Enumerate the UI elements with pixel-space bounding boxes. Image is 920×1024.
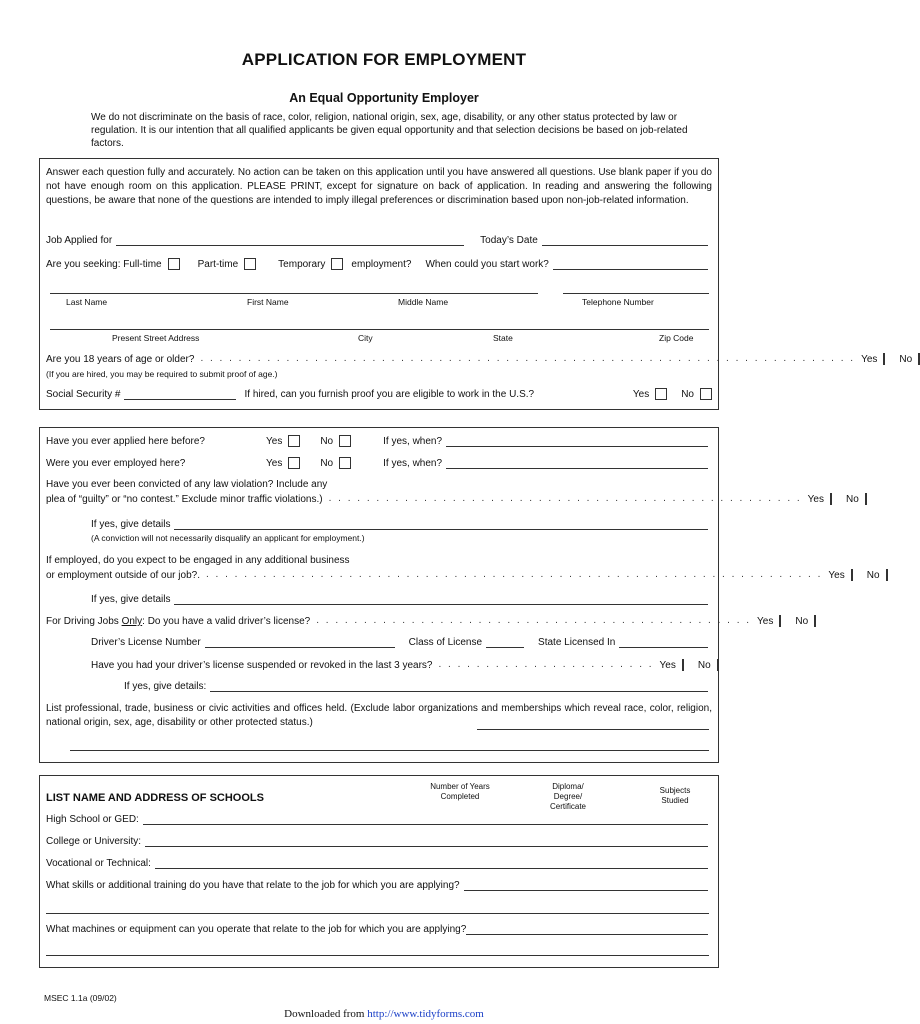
no-label: No (795, 616, 809, 627)
license-number-label: Driver’s License Number (91, 637, 201, 648)
high-school-label: High School or GED: (46, 814, 139, 825)
employed-when-field[interactable] (446, 458, 708, 469)
no-label: No (681, 389, 694, 400)
additional-details-row (91, 594, 712, 605)
leader-dots: . . . . . . . . . . . . . . . . . . . . . . . . . . . . . . . . . . . . . . . . . . . . . . . . . . . . . . . . . . . . . . . . . . . . . (200, 353, 856, 364)
temporary-checkbox[interactable] (331, 258, 343, 270)
high-school-row (46, 814, 712, 825)
give-details-label: If yes, give details (91, 594, 171, 605)
zip-caption: Zip Code (659, 333, 694, 343)
machines-field-1[interactable] (466, 924, 708, 935)
skills-row (46, 880, 712, 891)
professional-field-2[interactable] (70, 750, 709, 751)
applied-when-field[interactable] (446, 436, 708, 447)
years-column-header: Number of Years Completed (430, 782, 490, 801)
telephone-caption: Telephone Number (582, 297, 654, 307)
eligible-no-checkbox[interactable] (700, 388, 712, 400)
convicted-question-2: plea of “guilty” or “no contest.” Exclude minor traffic violations.) (46, 494, 323, 505)
applied-yes-checkbox[interactable] (288, 435, 300, 447)
skills-question: What skills or additional training do you have that relate to the job for which you are applying? (46, 880, 460, 891)
machines-question: What machines or equipment can you operate that relate to the job for which you are applying? (46, 924, 467, 935)
suspended-row (91, 659, 712, 671)
yes-label: Yes (828, 570, 845, 581)
employment-label: employment? (351, 259, 412, 270)
seeking-row (46, 258, 712, 270)
additional-question-2: or employment outside of our job?. (46, 570, 200, 581)
applied-before-question: Have you ever applied here before? (46, 436, 205, 447)
schools-heading: LIST NAME AND ADDRESS OF SCHOOLS (46, 792, 264, 804)
part-time-checkbox[interactable] (244, 258, 256, 270)
machines-field-2[interactable] (46, 955, 709, 956)
leader-dots: . . . . . . . . . . . . . . . . . . . . . . . . . . . . . . . . . . . . . . . . . . . . . . . . . . (328, 493, 802, 504)
driving-only-emphasis: Only (121, 616, 143, 627)
ssn-row (46, 388, 712, 400)
convicted-row (46, 493, 859, 505)
age-yes-checkbox[interactable] (883, 353, 885, 365)
additional-details-field[interactable] (174, 594, 708, 605)
state-licensed-label: State Licensed In (538, 637, 616, 648)
skills-field-2[interactable] (46, 913, 709, 914)
start-work-field[interactable] (553, 259, 708, 270)
state-licensed-field[interactable] (619, 637, 708, 648)
class-license-label: Class of License (408, 637, 483, 648)
convicted-details-field[interactable] (174, 519, 708, 530)
start-work-label: When could you start work? (425, 259, 549, 270)
yes-label: Yes (266, 436, 283, 447)
give-details-label: If yes, give details: (124, 681, 207, 692)
vocational-row (46, 858, 712, 869)
age-question: Are you 18 years of age or older? (46, 354, 195, 365)
name-line[interactable] (50, 293, 538, 294)
employed-yes-checkbox[interactable] (288, 457, 300, 469)
form-subtitle: An Equal Opportunity Employer (289, 91, 479, 105)
high-school-field[interactable] (143, 814, 708, 825)
download-credit (0, 1008, 768, 1020)
diploma-column-header: Diploma/ Degree/ Certificate (549, 782, 586, 811)
city-caption: City (358, 333, 373, 343)
leader-dots: . . . . . . . . . . . . . . . . . . . . . . . . . . . . . . . . . . . . . . . . . . . . . . . . . . . . . . . . . . . . . . . . . (205, 569, 823, 580)
suspended-yes-checkbox[interactable] (682, 659, 684, 671)
professional-question: List professional, trade, business or civic activities and offices held. (Exclude labor organizations and memberships which reveal race, color, religion, national origin, sex, age, disability or other protected status.) (46, 703, 712, 728)
convicted-no-checkbox[interactable] (865, 493, 867, 505)
convicted-question-1: Have you ever been convicted of any law violation? Include any (46, 479, 328, 490)
convicted-yes-checkbox[interactable] (830, 493, 832, 505)
age-row (46, 353, 913, 365)
employed-here-row (46, 457, 712, 469)
todays-date-label: Today’s Date (480, 235, 538, 246)
suspended-question: Have you had your driver’s license suspended or revoked in the last 3 years? (91, 660, 433, 671)
no-label: No (697, 660, 711, 671)
driving-question (46, 616, 310, 627)
telephone-line[interactable] (563, 293, 709, 294)
street-caption: Present Street Address (112, 333, 200, 343)
no-label: No (866, 570, 880, 581)
class-license-field[interactable] (486, 637, 524, 648)
part-time-label: Part-time (197, 259, 239, 270)
seeking-label: Are you seeking: Full-time (46, 259, 162, 270)
yes-label: Yes (757, 616, 774, 627)
yes-label: Yes (807, 494, 824, 505)
ssn-label: Social Security # (46, 389, 121, 400)
applied-no-checkbox[interactable] (339, 435, 351, 447)
give-details-label: If yes, give details (91, 519, 171, 530)
full-time-checkbox[interactable] (168, 258, 180, 270)
employed-no-checkbox[interactable] (339, 457, 351, 469)
license-no-checkbox[interactable] (814, 615, 816, 627)
state-caption: State (493, 333, 513, 343)
source-link[interactable]: http://www.tidyforms.com (367, 1008, 484, 1020)
vocational-field[interactable] (155, 858, 708, 869)
driving-question-suffix: : Do you have a valid driver’s license? (142, 616, 311, 627)
eligible-yes-checkbox[interactable] (655, 388, 667, 400)
yes-label: Yes (659, 660, 676, 671)
leader-dots: . . . . . . . . . . . . . . . . . . . . . . . . . . . . . . . . . . . . . . . . . . . . . . (316, 615, 752, 626)
address-line[interactable] (50, 329, 709, 330)
conviction-note (91, 533, 712, 543)
form-code: MSEC 1.1a (09/02) (44, 993, 117, 1003)
additional-no-checkbox[interactable] (886, 569, 888, 581)
additional-row (46, 569, 880, 581)
yes-label: Yes (861, 354, 878, 365)
professional-field-1[interactable] (477, 729, 709, 730)
download-credit-text: Downloaded from (284, 1008, 368, 1020)
subjects-column-header: Subjects Studied (659, 786, 691, 805)
machines-row (46, 924, 712, 935)
convicted-details-row (91, 519, 712, 530)
suspended-details-field[interactable] (210, 681, 708, 692)
license-yes-checkbox[interactable] (779, 615, 781, 627)
age-note (46, 369, 712, 379)
ssn-field[interactable] (124, 389, 236, 400)
age-note-text: (If you are hired, you may be required to submit proof of age.) (46, 369, 278, 379)
job-row (46, 235, 712, 246)
middle-name-caption: Middle Name (398, 297, 449, 307)
college-label: College or University: (46, 836, 142, 847)
additional-question-1: If employed, do you expect to be engaged in any additional business (46, 555, 350, 566)
intro-paragraph: We do not discriminate on the basis of race, color, religion, national origin, sex, age, disability, or any other status protected by law or regulation. It is our intention that all qualified applicants be given equal opportunity and that selection decisions be based on job-related factors. (91, 112, 688, 149)
yes-label: Yes (266, 458, 283, 469)
first-name-caption: First Name (247, 297, 289, 307)
vocational-label: Vocational or Technical: (46, 858, 151, 869)
additional-line-1 (46, 555, 712, 566)
no-label: No (899, 354, 913, 365)
if-yes-when-label: If yes, when? (383, 458, 443, 469)
suspended-details-row (124, 681, 712, 692)
college-field[interactable] (145, 836, 708, 847)
conviction-note-text: (A conviction will not necessarily disqualify an applicant for employment.) (91, 533, 365, 543)
no-label: No (320, 458, 334, 469)
employed-here-question: Were you ever employed here? (46, 458, 186, 469)
form-title: APPLICATION FOR EMPLOYMENT (241, 50, 527, 69)
no-label: No (320, 436, 334, 447)
skills-field-1[interactable] (464, 880, 708, 891)
job-applied-field[interactable] (116, 235, 464, 246)
yes-label: Yes (632, 389, 650, 400)
last-name-caption: Last Name (66, 297, 108, 307)
leader-dots: . . . . . . . . . . . . . . . . . . . . . . . (438, 659, 654, 670)
personal-info-section (39, 158, 913, 410)
driving-row (46, 615, 809, 627)
education-section (39, 775, 719, 968)
no-label: No (846, 494, 859, 505)
convicted-line-1 (46, 479, 712, 490)
suspended-no-checkbox[interactable] (717, 659, 719, 671)
todays-date-field[interactable] (542, 235, 708, 246)
job-applied-label: Job Applied for (46, 235, 113, 246)
history-section (39, 427, 880, 763)
college-row (46, 836, 712, 847)
instructions-paragraph: Answer each question fully and accurately. No action can be taken on this application until you have answered all questions. Use blank paper if you do not have enough room on this application. PLEASE PRINT, except for signature on back of application. In reading and answering the following questions, be aware that none of the questions are intended to imply illegal preferences or discrimination based upon non-job-related information. (46, 167, 712, 206)
applied-before-row (46, 435, 712, 447)
license-details-row (91, 637, 712, 648)
eligible-question: If hired, can you furnish proof you are eligible to work in the U.S.? (244, 389, 535, 400)
if-yes-when-label: If yes, when? (383, 436, 443, 447)
license-number-field[interactable] (205, 637, 395, 648)
temporary-label: Temporary (278, 259, 326, 270)
driving-question-prefix: For Driving Jobs (46, 616, 122, 627)
additional-yes-checkbox[interactable] (851, 569, 853, 581)
